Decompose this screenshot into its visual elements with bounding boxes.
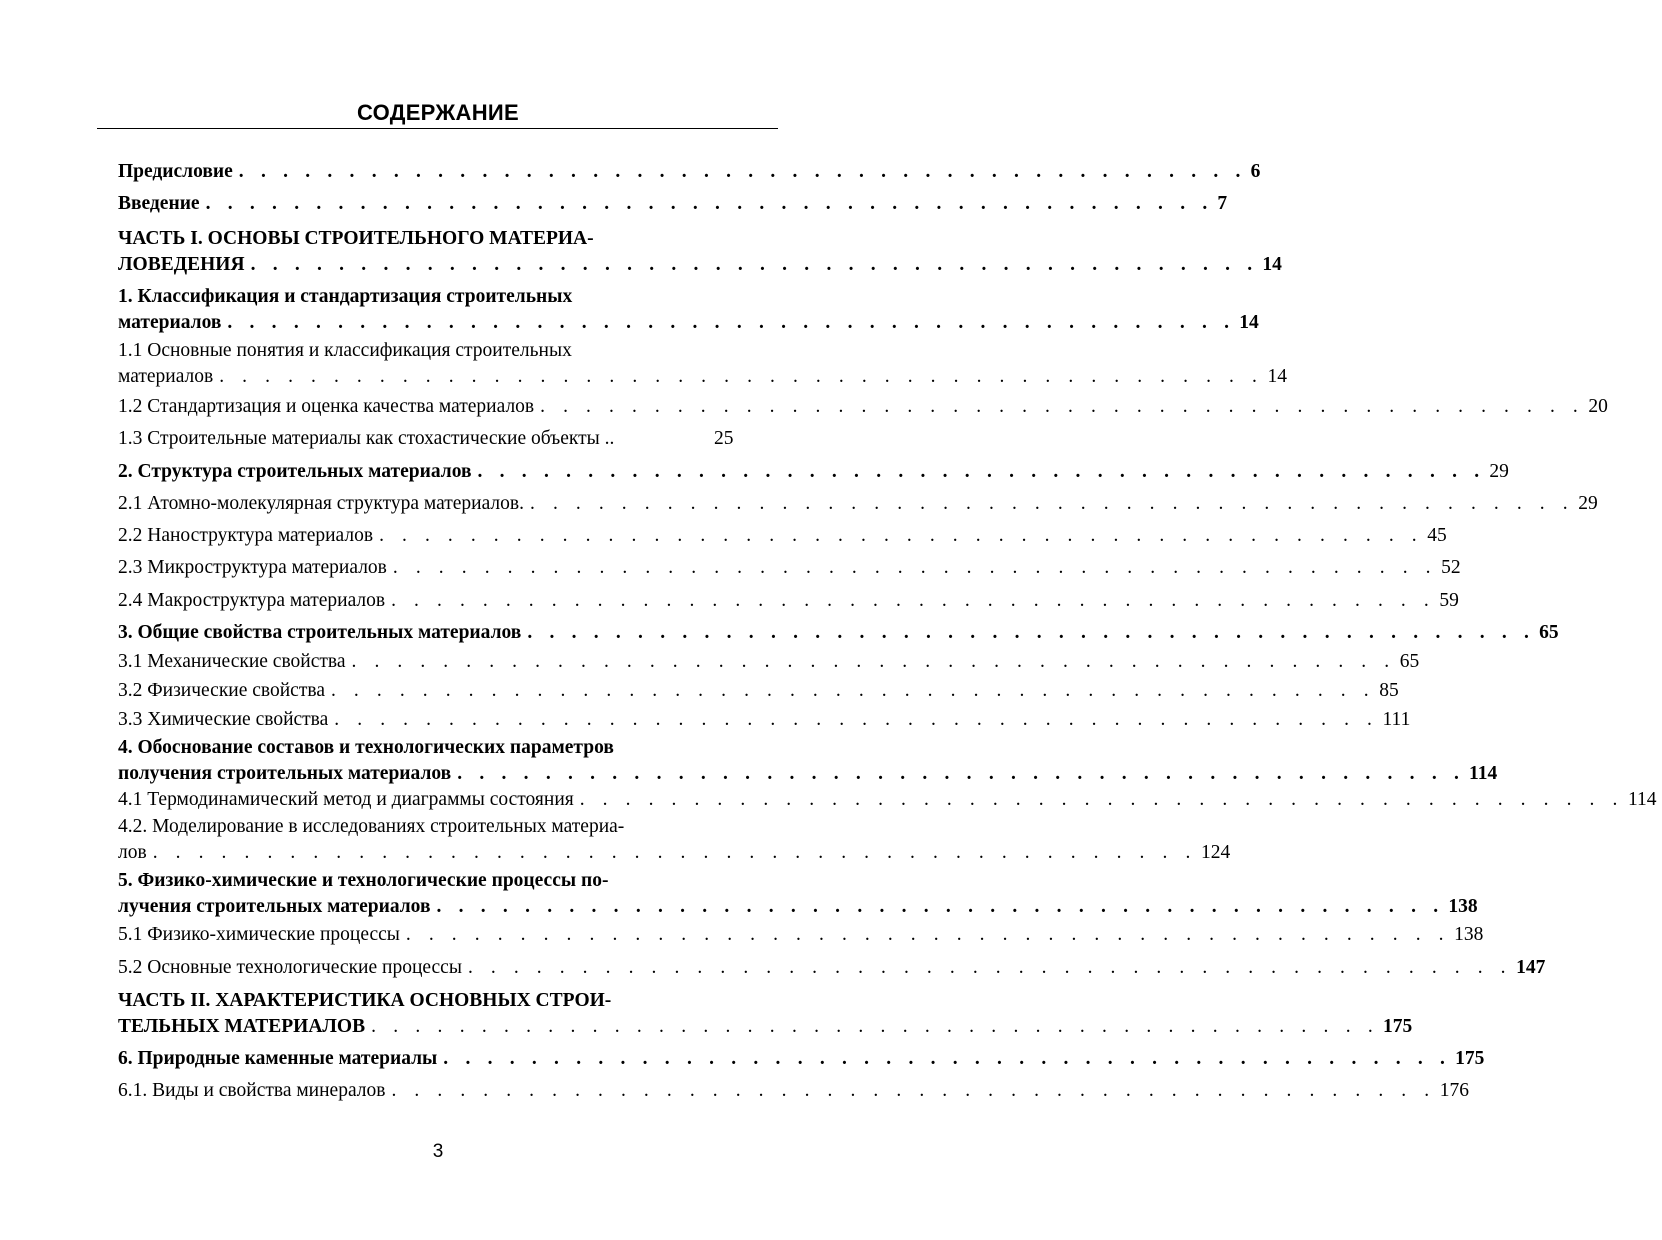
toc-entry-title: 2.1 Атомно-молекулярная структура материалов. <box>118 493 524 514</box>
toc-page-number: 147 <box>1516 957 1546 978</box>
toc-entry-title: материалов <box>118 312 222 333</box>
dot-leader: . . . . . . . . . . . . . . . . . . . . . . . . . . . . . . . . . . . . . . . . . . . . . . <box>334 709 1379 730</box>
toc-entry-title: 4.1 Термодинамический метод и диаграммы состояния <box>118 789 574 810</box>
toc-entry-title-line: 4. Обоснование составов и технологических параметров <box>118 737 614 758</box>
dot-leader: . . . . . . . . . . . . . . . . . . . . . . . . . . . . . . . . . . . . . . . . . . . . . . <box>579 789 1624 810</box>
toc-entry-title: 1.2 Стандартизация и оценка качества материалов <box>118 396 535 417</box>
toc-page-number: 138 <box>1454 924 1484 945</box>
toc-entry-title: получения строительных материалов <box>118 763 452 784</box>
toc-entry-title-line: ЧАСТЬ II. ХАРАКТЕРИСТИКА ОСНОВНЫХ СТРОИ- <box>118 990 612 1011</box>
toc-page-number: 6 <box>1250 161 1261 182</box>
toc-entry-title: ТЕЛЬНЫХ МАТЕРИАЛОВ <box>118 1016 366 1037</box>
toc-entry-title-line: ЧАСТЬ I. ОСНОВЫ СТРОИТЕЛЬНОГО МАТЕРИА- <box>118 228 594 249</box>
toc-page-number: 138 <box>1448 896 1478 917</box>
toc-page-number: 175 <box>1382 1016 1413 1037</box>
toc-page-number: 175 <box>1455 1048 1485 1069</box>
toc-entry-title-line: 1.1 Основные понятия и классификация строительных <box>118 340 572 361</box>
toc-page-number: 14 <box>1239 312 1259 333</box>
toc-page-number: 29 <box>1489 461 1509 482</box>
toc-entry-title: 3.2 Физические свойства <box>118 680 325 701</box>
dot-leader: . . . . . . . . . . . . . . . . . . . . . . . . . . . . . . . . . . . . . . . . . . . . . . <box>457 763 1466 784</box>
toc-page-number: 25 <box>714 428 734 449</box>
toc-entry-title: 1.3 Строительные материалы как стохастические объекты .. <box>118 428 615 449</box>
toc-page-number: 114 <box>1627 789 1657 810</box>
dot-leader: . . . . . . . . . . . . . . . . . . . . . . . . . . . . . . . . . . . . . . . . . . . . . . <box>379 525 1424 546</box>
toc-page-number: 45 <box>1427 525 1447 546</box>
toc-entry-title: 5.2 Основные технологические процессы <box>118 957 462 978</box>
toc-page-number: 111 <box>1382 709 1411 730</box>
toc-page-number: 29 <box>1578 493 1598 514</box>
dot-leader: . . . . . . . . . . . . . . . . . . . . . . . . . . . . . . . . . . . . . . . . . . . . . . <box>477 461 1486 482</box>
toc-page-number: 124 <box>1200 842 1231 863</box>
page-title: СОДЕРЖАНИЕ <box>356 100 520 125</box>
dot-leader: . . . . . . . . . . . . . . . . . . . . . . . . . . . . . . . . . . . . . . . . . . . . . . <box>227 312 1236 333</box>
toc-entry-title: Предисловие <box>118 161 233 182</box>
dot-leader: . . . . . . . . . . . . . . . . . . . . . . . . . . . . . . . . . . . . . . . . . . . . . . <box>391 1080 1436 1101</box>
toc-entry-title: 2.3 Микроструктура материалов <box>118 557 387 578</box>
dot-leader: . . . . . . . . . . . . . . . . . . . . . . . . . . . . . . . . . . . . . . . . . . . . . . <box>250 254 1259 275</box>
toc-entry-title: 2. Структура строительных материалов <box>118 461 472 482</box>
toc-entry-title: 6.1. Виды и свойства минералов <box>118 1080 386 1101</box>
toc-entry-title: 2.2 Наноструктура материалов <box>118 525 374 546</box>
toc-entry-title: 3. Общие свойства строительных материалов <box>118 622 522 643</box>
toc-page-number: 114 <box>1469 763 1498 784</box>
toc-entry-title-line: 5. Физико-химические и технологические процессы по- <box>118 870 609 891</box>
dot-leader: . . . . . . . . . . . . . . . . . . . . . . . . . . . . . . . . . . . . . . . . . . . . . . <box>371 1016 1379 1037</box>
toc-entry-title: лучения строительных материалов <box>118 896 431 917</box>
dot-leader: . . . . . . . . . . . . . . . . . . . . . . . . . . . . . . . . . . . . . . . . . . . . . . <box>219 366 1264 387</box>
dot-leader: . . . . . . . . . . . . . . . . . . . . . . . . . . . . . . . . . . . . . . . . . . . . . . <box>330 680 1376 701</box>
toc-page-number: 176 <box>1439 1080 1469 1101</box>
dot-leader: . . . . . . . . . . . . . . . . . . . . . . . . . . . . . . . . . . . . . . . . . . . . . . <box>467 957 1513 978</box>
dot-leader: . . . . . . . . . . . . . . . . . . . . . . . . . . . . . . . . . . . . . . . . . . . . . . <box>530 493 1575 514</box>
toc-page-number: 52 <box>1441 557 1461 578</box>
toc-page-number: 85 <box>1379 680 1399 701</box>
toc-entry-title: 3.1 Механические свойства <box>118 651 346 672</box>
dot-leader: . . . . . . . . . . . . . . . . . . . . . . . . . . . . . . . . . . . . . . . . . . . . . . <box>152 842 1197 863</box>
toc-page-number: 14 <box>1267 366 1287 387</box>
toc-entry-title: материалов <box>118 366 214 387</box>
toc-page-number: 14 <box>1262 254 1282 275</box>
page-number: 3 <box>432 1141 444 1162</box>
dot-leader: . . . . . . . . . . . . . . . . . . . . . . . . . . . . . . . . . . . . . . . . . . . . . . <box>351 651 1396 672</box>
toc-entry-title: ЛОВЕДЕНИЯ <box>118 254 245 275</box>
toc-entry-title: 6. Природные каменные материалы <box>118 1048 438 1069</box>
toc-entry-title: Введение <box>118 193 200 214</box>
toc-page-number: 20 <box>1588 396 1608 417</box>
toc-page-number: 65 <box>1539 622 1559 643</box>
dot-leader: . . . . . . . . . . . . . . . . . . . . . . . . . . . . . . . . . . . . . . . . . . . . . . <box>392 557 1438 578</box>
dot-leader: . . . . . . . . . . . . . . . . . . . . . . . . . . . . . . . . . . . . . . . . . . . . . . <box>443 1048 1452 1069</box>
toc-entry-title-line: 4.2. Моделирование в исследованиях строительных материа- <box>118 816 625 837</box>
toc-page-number: 7 <box>1217 193 1228 214</box>
dot-leader: . . . . . . . . . . . . . . . . . . . . . . . . . . . . . . . . . . . . . . . . . . . . . . <box>540 396 1585 417</box>
dot-leader: . . . . . . . . . . . . . . . . . . . . . . . . . . . . . . . . . . . . . . . . . . . . . . <box>391 590 1436 611</box>
toc-entry-title: 5.1 Физико-химические процессы <box>118 924 400 945</box>
toc-entry-title: 3.3 Химические свойства <box>118 709 329 730</box>
toc-entry-title-line: 1. Классификация и стандартизация строительных <box>118 286 573 307</box>
dot-leader: . . . . . . . . . . . . . . . . . . . . . . . . . . . . . . . . . . . . . . . . . . . . . . <box>238 161 1247 182</box>
toc-page-number: 59 <box>1439 590 1459 611</box>
toc-page-number: 65 <box>1399 651 1420 672</box>
toc-entry-title: 2.4 Макроструктура материалов <box>118 590 386 611</box>
dot-leader: . . . . . . . . . . . . . . . . . . . . . . . . . . . . . . . . . . . . . . . . . . . . . . <box>436 896 1445 917</box>
dot-leader: . . . . . . . . . . . . . . . . . . . . . . . . . . . . . . . . . . . . . . . . . . . . . . <box>405 924 1451 945</box>
dot-leader: . . . . . . . . . . . . . . . . . . . . . . . . . . . . . . . . . . . . . . . . . . . . . . <box>527 622 1536 643</box>
toc-entry-title: лов <box>118 842 147 863</box>
title-divider <box>97 128 778 129</box>
dot-leader: . . . . . . . . . . . . . . . . . . . . . . . . . . . . . . . . . . . . . . . . . . . . . . <box>205 193 1214 214</box>
